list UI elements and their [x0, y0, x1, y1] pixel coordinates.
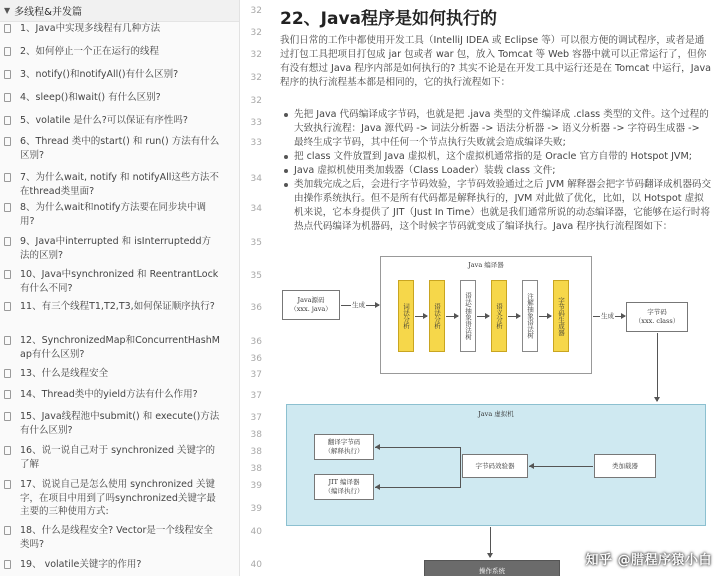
document-icon: [0, 300, 14, 314]
interpreter-box: 翻译字节码 （解释执行）: [314, 434, 374, 460]
sidebar-item-label: 3、notify()和notifyAll()有什么区别?: [20, 69, 179, 80]
page-number: 32: [250, 50, 262, 60]
document-icon: [0, 558, 14, 572]
page-number: 35: [250, 271, 262, 281]
document-icon: [0, 334, 14, 361]
document-icon: [0, 235, 14, 262]
page-number: 33: [250, 138, 262, 148]
sidebar-item-label: 15、Java线程池中submit() 和 execute()方法有什么区别?: [20, 411, 220, 436]
document-icon: [0, 22, 14, 36]
sidebar-item-label: 12、SynchronizedMap和ConcurrentHashMap有什么区别?: [20, 335, 220, 360]
page-title: 22、Java程序是如何执行的: [280, 9, 498, 29]
sidebar: [0, 0, 240, 576]
sidebar-item-13[interactable]: [0, 367, 240, 381]
sidebar-item-label: 10、Java中synchronized 和 ReentrantLock 有什么不同?: [20, 269, 219, 294]
sidebar-item-17[interactable]: [0, 478, 240, 519]
page-number: 37: [250, 391, 262, 401]
generate-label: 生成: [352, 301, 365, 309]
document-icon: [0, 68, 14, 82]
document-icon: [0, 91, 14, 105]
page-number: 32: [250, 73, 262, 83]
sidebar-item-10[interactable]: [0, 268, 240, 295]
arrow-head: [375, 444, 380, 450]
list-item: 先把 Java 代码编译成字节码，也就是把 .java 类型的文件编译成 .class 类型的文件。这个过程的大致执行流程：Java 源代码 -> 词法分析器 -> 语法分析器 -> 语义分析器 -> 字符码生成器 -> 最终生成字节码，其中任何一个节点执行失败就会造成编译失败;: [280, 108, 712, 150]
document-icon: [0, 135, 14, 162]
document-icon: [0, 524, 14, 551]
list-item: Java 虚拟机使用类加载器（Class Loader）装载 class 文件;: [280, 164, 712, 178]
sidebar-item-label: 13、什么是线程安全: [20, 368, 109, 379]
document-icon: [0, 367, 14, 381]
page-number: 39: [250, 481, 262, 491]
page-number: 37: [250, 413, 262, 423]
document-icon: [0, 201, 14, 228]
page-number: 38: [250, 447, 262, 457]
bytecode-box: 字节码 （xxx. class）: [626, 302, 688, 332]
connector: [529, 466, 593, 467]
compiler-title: Java 编译器: [468, 261, 504, 269]
arrow: [539, 316, 551, 317]
page-number: 35: [250, 238, 262, 248]
sidebar-item-label: 2、如何停止一个正在运行的线程: [20, 46, 160, 57]
page-number: 37: [250, 370, 262, 380]
document-icon: [0, 388, 14, 402]
list-item: 类加载完成之后，会进行字节码效验，字节码效验通过之后 JVM 解释器会把字节码翻译成机器码交由操作系统执行。但不是所有代码都是解释执行的，JVM 对此做了优化，比如，以 Hotspot 虚拟机来说，它本身提供了 JIT（Just In Time）也就是我们通常所说的动态编译器，它能够在运行时将热点代码编译为机器码，这个时候字节码就变成了编译执行。Java 程序执行流程图如下：: [280, 178, 712, 234]
page-number: 40: [250, 527, 262, 537]
syntax-tree-stage: 语法/抽象语法树: [460, 280, 476, 352]
sidebar-item-label: 17、说说自己是怎么使用 synchronized 关键字，在项目中用到了吗synchronized关键字最主要的三种使用方式:: [20, 479, 216, 517]
page-number: 32: [250, 96, 262, 106]
document-icon: [0, 114, 14, 128]
sidebar-item-5[interactable]: [0, 114, 240, 128]
sidebar-item-14[interactable]: [0, 388, 240, 402]
connector: [375, 487, 461, 488]
page-number: 36: [250, 354, 262, 364]
sidebar-item-4[interactable]: [0, 91, 240, 105]
sidebar-item-15[interactable]: [0, 410, 240, 437]
bullet-list: [280, 108, 712, 234]
arrow-down: [490, 527, 491, 557]
watermark: 知乎 @腊程序猿小白: [585, 553, 712, 568]
page-number: 38: [250, 464, 262, 474]
sidebar-item-2[interactable]: [0, 45, 240, 59]
sidebar-item-label: 8、为什么wait和notify方法要在同步块中调用?: [20, 202, 206, 227]
document-icon: [0, 268, 14, 295]
page-number: 39: [250, 504, 262, 514]
page-number: 32: [250, 6, 262, 16]
sidebar-item-label: 14、Thread类中的yield方法有什么作用?: [20, 389, 198, 400]
page-number: 36: [250, 337, 262, 347]
connector: [375, 447, 461, 448]
sidebar-item-label: 4、sleep()和wait() 有什么区别?: [20, 92, 161, 103]
jit-compiler-box: JIT 编译器 （编译执行）: [314, 474, 374, 500]
document-icon: [0, 171, 14, 198]
sidebar-item-label: 16、说一说自己对于 synchronized 关键字的了解: [20, 445, 215, 470]
sidebar-item-12[interactable]: [0, 334, 240, 361]
jvm-title: Java 虚拟机: [478, 410, 514, 418]
sidebar-item-7[interactable]: [0, 171, 240, 198]
arrow-head: [375, 484, 380, 490]
page-number: 32: [250, 28, 262, 38]
semantic-stage: 语义分析: [491, 280, 507, 352]
sidebar-item-label: 7、为什么wait, notify 和 notifyAll这些方法不在thread类里面?: [20, 172, 219, 197]
sidebar-item-label: 6、Thread 类中的start() 和 run() 方法有什么区别?: [20, 136, 220, 161]
chevron-down-icon[interactable]: ▼: [4, 6, 11, 15]
operating-system-box: 操作系统: [424, 560, 560, 576]
sidebar-header[interactable]: [0, 0, 239, 22]
page-number: 34: [250, 174, 262, 184]
page-number: 40: [250, 560, 262, 570]
class-loader-box: 类加载器: [594, 454, 656, 478]
page-number: 36: [250, 303, 262, 313]
document-icon: [0, 444, 14, 471]
parser-stage: 语法分析: [429, 280, 445, 352]
list-item: 把 class 文件放置到 Java 虚拟机，这个虚拟机通常指的是 Oracle 官方自带的 Hotspot JVM;: [280, 150, 712, 164]
document-icon: [0, 478, 14, 519]
java-execution-flow-diagram: [274, 242, 714, 576]
page-number: 34: [250, 204, 262, 214]
sidebar-item-19[interactable]: [0, 558, 240, 572]
arrow: [446, 316, 458, 317]
sidebar-item-9[interactable]: [0, 235, 240, 262]
page-number-gutter: [240, 0, 266, 576]
sidebar-item-18[interactable]: [0, 524, 240, 551]
sidebar-item-6[interactable]: [0, 135, 240, 162]
page-number: 33: [250, 118, 262, 128]
annotated-tree-stage: 注解抽象语法树: [522, 280, 538, 352]
sidebar-item-label: 19、 volatile关键字的作用?: [20, 559, 142, 570]
bytecode-generator-stage: 字节码生成器: [553, 280, 569, 352]
source-code-box: Java源码 （xxx. java）: [282, 290, 340, 320]
sidebar-item-label: 11、有三个线程T1,T2,T3,如何保证顺序执行?: [20, 301, 215, 312]
intro-paragraph: 我们日常的工作中都使用开发工具（IntelliJ IDEA 或 Eclipse 等）可以很方便的调试程序，或者是通过打包工具把项目打包成 jar 包或者 war 包，放入 Tomcat 等 Web 容器中就可以正常运行了，但你有没有想过 Java 程序内部是如何执行的? 其实不论是在开发工具中运行还是在 Tomcat 中运行，Java 程序的执行流程基本都是相同的，它的执行流程如下：: [280, 35, 712, 88]
document-icon: [0, 410, 14, 437]
page-number: 38: [250, 430, 262, 440]
sidebar-item-1[interactable]: [0, 22, 240, 36]
arrow: [415, 316, 427, 317]
sidebar-item-label: 18、什么是线程安全? Vector是一个线程安全类吗?: [20, 525, 213, 550]
document-page: [274, 0, 714, 576]
arrow-head: [529, 463, 534, 469]
lexer-stage: 词法分析: [398, 280, 414, 352]
sidebar-item-label: 5、volatile 是什么?可以保证有序性吗?: [20, 115, 188, 126]
document-icon: [0, 45, 14, 59]
bytecode-verifier-box: 字节码效验器: [462, 454, 528, 478]
sidebar-header-label: 多线程&并发篇: [14, 7, 82, 18]
sidebar-item-label: 1、Java中实现多线程有几种方法: [20, 23, 161, 34]
arrow: [477, 316, 489, 317]
generate-label: 生成: [601, 312, 614, 320]
sidebar-item-8[interactable]: [0, 201, 240, 228]
sidebar-item-label: 9、Java中interrupted 和 isInterruptedd方法的区别?: [20, 236, 211, 261]
sidebar-item-11[interactable]: [0, 300, 240, 314]
arrow-down: [657, 333, 658, 401]
sidebar-item-3[interactable]: [0, 68, 240, 82]
arrow: [508, 316, 520, 317]
connector: [460, 447, 461, 488]
sidebar-item-16[interactable]: [0, 444, 240, 471]
